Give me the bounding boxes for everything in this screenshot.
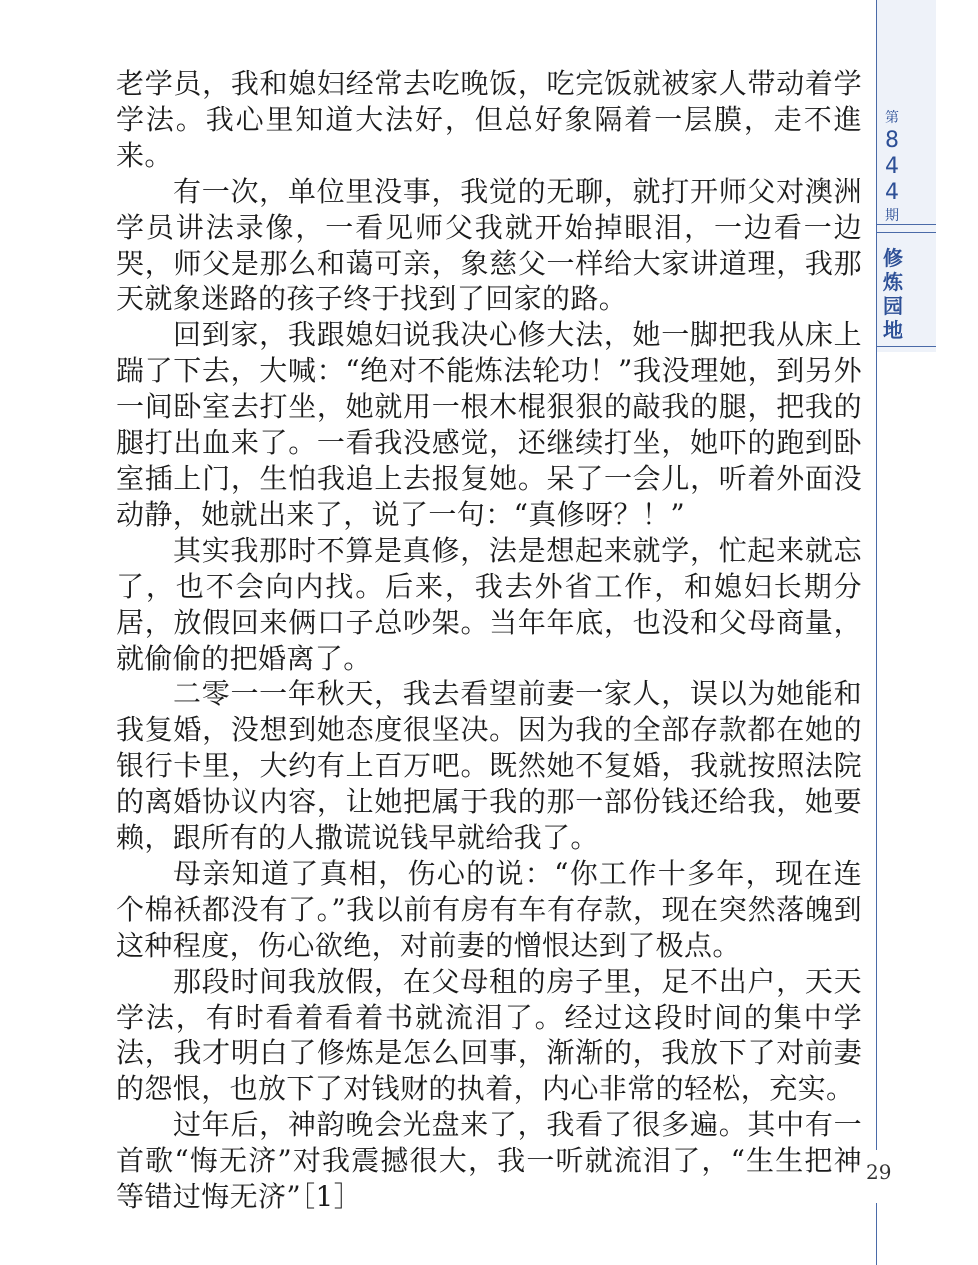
sidebar-divider-2 — [876, 232, 936, 233]
paragraph: 母亲知道了真相，伤心的说：“你工作十多年，现在连个棉袄都没有了。”我以前有房有车有存款，现在突然落魄到这种程度，伤心欲绝，对前妻的憎恨达到了极点。 — [116, 856, 862, 962]
paragraph: 老学员，我和媳妇经常去吃晚饭，吃完饭就被家人带动着学学法。我心里知道大法好，但总好象隔着一层膜，走不進来。 — [116, 67, 862, 172]
section-title — [876, 246, 910, 342]
paragraph: 那段时间我放假，在父母租的房子里，足不出户，天天学法，有时看着看着书就流泪了。经过这段时间的集中学法，我才明白了修炼是怎么回事，渐渐的，我放下了对前妻的怨恨，也放下了对钱财的执着，内心非常的轻松，充实。 — [116, 964, 862, 1106]
paragraph: 有一次，单位里没事，我觉的无聊，就打开师父对澳洲学员讲法录像，一看见师父我就开始掉眼泪，一边看一边哭，师父是那么和蔼可亲，象慈父一样给大家讲道理，我那天就象迷路的孩子终于找到了回家的路。 — [116, 174, 862, 316]
section-char: 园 — [883, 294, 903, 318]
article-body — [116, 66, 862, 1215]
issue-digit: 4 — [885, 154, 899, 179]
issue-label — [876, 108, 908, 226]
page-number: 29 — [866, 1160, 892, 1184]
paragraph: 二零一一年秋天，我去看望前妻一家人，误以为她能和我复婚，没想到她态度很坚决。因为我的全部存款都在她的银行卡里，大约有上百万吧。既然她不复婚，我就按照法院的离婚协议内容，让她把属于我的那一部份钱还给我，她要赖，跟所有的人撒谎说钱早就给我了。 — [116, 677, 862, 855]
issue-digit: 4 — [885, 180, 899, 205]
paragraph: 过年后，神韵晚会光盘来了，我看了很多遍。其中有一首歌“悔无济”对我震撼很大，我一听就流泪了，“生生把神等错过悔无济”［1］ — [116, 1108, 862, 1214]
paragraph: 回到家，我跟媳妇说我决心修大法，她一脚把我从床上踹了下去，大喊：“绝对不能炼法轮功！”我没理她，到另外一间卧室去打坐，她就用一根木棍狠狠的敲我的腿，把我的腿打出血来了。一看我没感觉，还继续打坐，她吓的跑到卧室插上门，生怕我追上去报复她。呆了一会儿，听着外面没动静，她就出来了，说了一句：“真修呀？！” — [116, 318, 862, 531]
margin-rule-bottom — [876, 1203, 877, 1265]
issue-suffix: 期 — [885, 208, 899, 224]
issue-digit: 8 — [885, 128, 899, 153]
section-char: 修 — [883, 246, 903, 270]
issue-prefix: 第 — [885, 110, 899, 126]
section-char: 地 — [883, 318, 903, 342]
sidebar-divider-3 — [876, 346, 936, 347]
section-char: 炼 — [883, 270, 903, 294]
paragraph: 其实我那时不算是真修，法是想起来就学，忙起来就忘了，也不会向内找。后来，我去外省工作，和媳妇长期分居，放假回来俩口子总吵架。当年年底，也没和父母商量，就偷偷的把婚离了。 — [116, 533, 862, 675]
